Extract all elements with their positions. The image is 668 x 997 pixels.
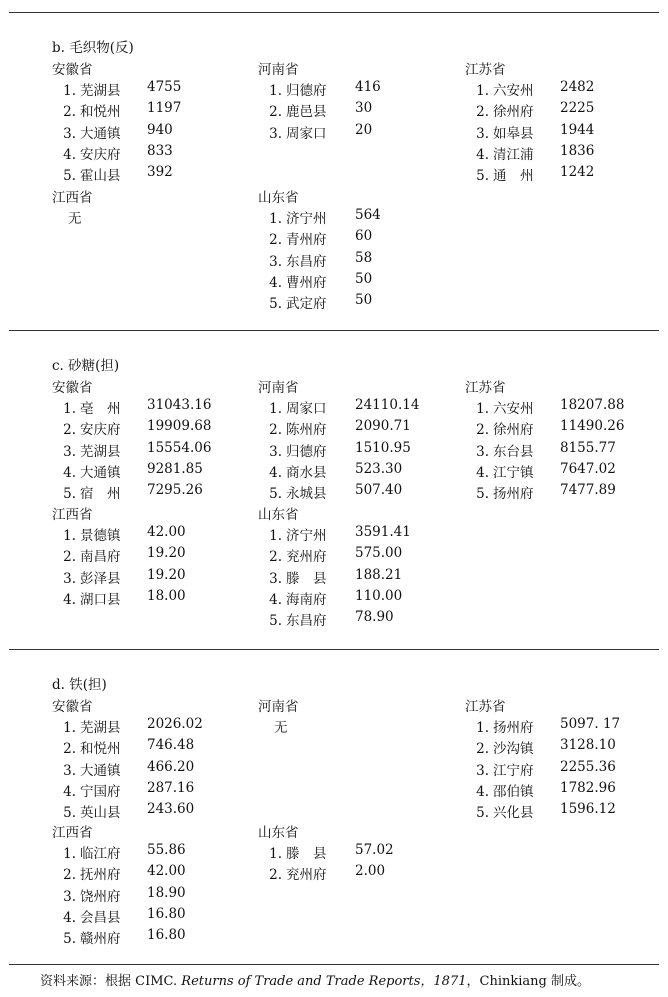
list-item	[258, 439, 411, 460]
item-index: 3.	[269, 125, 282, 142]
item-value: 19.20	[147, 545, 186, 562]
section-title-c: c. 砂糖(担)	[52, 358, 120, 374]
list-item	[465, 716, 621, 737]
item-index: 1.	[269, 528, 282, 545]
item-place: 霍山县	[80, 168, 121, 184]
top-rule	[9, 12, 659, 13]
item-index: 2.	[269, 232, 282, 249]
item-value: 4755	[147, 79, 182, 96]
item-index: 4.	[63, 909, 76, 926]
item-value: 416	[355, 79, 381, 96]
list-item	[465, 779, 616, 800]
list-item	[258, 270, 373, 291]
item-value: 243.60	[147, 801, 195, 817]
list-item	[52, 524, 186, 545]
item-index: 1.	[476, 401, 489, 418]
item-place: 归德府	[286, 443, 327, 460]
item-place: 通 州	[493, 168, 534, 184]
item-index: 2.	[63, 104, 76, 121]
item-place: 宿 州	[80, 486, 121, 502]
item-index: 5.	[269, 486, 282, 502]
province-label-jiangxi: 江西省	[52, 825, 93, 841]
bottom-rule	[9, 964, 659, 965]
item-place: 饶州府	[80, 888, 121, 905]
item-value: 60	[355, 228, 373, 245]
item-place: 景德镇	[80, 528, 121, 545]
item-place: 武定府	[286, 296, 327, 312]
item-place: 鹿邑县	[286, 104, 327, 121]
list-item	[52, 566, 186, 587]
list-item	[465, 439, 616, 460]
item-value: 1944	[560, 121, 595, 138]
item-index: 3.	[269, 570, 282, 587]
item-index: 4.	[63, 146, 76, 163]
list-item	[258, 587, 403, 608]
item-place: 湖口县	[80, 591, 121, 608]
list-item	[52, 418, 212, 439]
list-item	[258, 249, 373, 270]
item-index: 5.	[269, 296, 282, 312]
item-place: 安庆府	[80, 422, 121, 439]
item-value: 7647.02	[560, 460, 616, 477]
item-index: 3.	[476, 443, 489, 460]
section-title-b: b. 毛织物(反)	[52, 40, 134, 56]
item-place: 大通镇	[80, 464, 121, 481]
item-value: 18.90	[147, 884, 186, 901]
list-item	[258, 207, 381, 228]
item-place: 兖州府	[286, 549, 327, 566]
list-item	[258, 842, 394, 863]
item-place: 兖州府	[286, 867, 327, 884]
item-index: 4.	[269, 464, 282, 481]
source-note	[40, 970, 590, 989]
item-index: 2.	[476, 741, 489, 758]
item-index: 2.	[269, 867, 282, 884]
list-item	[52, 439, 212, 460]
section-title-d: d. 铁(担)	[52, 677, 107, 693]
item-place: 海南府	[286, 591, 327, 608]
source-title: Returns of Trade and Trade Reports，1871	[181, 974, 467, 989]
province-label-henan: 河南省	[258, 699, 299, 715]
list-item	[258, 863, 386, 884]
item-value: 18207.88	[560, 397, 625, 414]
province-label-jiangsu: 江苏省	[465, 699, 506, 715]
item-index: 5.	[63, 168, 76, 184]
list-item	[465, 397, 625, 418]
item-value: 1836	[560, 142, 595, 159]
item-index: 2.	[63, 867, 76, 884]
item-index: 3.	[269, 253, 282, 270]
province-label-henan: 河南省	[258, 380, 299, 396]
item-value: 20	[355, 121, 373, 138]
list-item	[258, 418, 411, 439]
item-index: 3.	[269, 443, 282, 460]
item-index: 5.	[476, 486, 489, 502]
item-place: 六安州	[493, 83, 534, 100]
item-value: 31043.16	[147, 397, 212, 414]
item-value: 30	[355, 100, 373, 117]
list-item	[258, 566, 403, 587]
item-index: 1.	[63, 528, 76, 545]
item-place: 东昌府	[286, 253, 327, 270]
item-index: 3.	[476, 762, 489, 779]
item-index: 1.	[63, 846, 76, 863]
province-label-shandong: 山东省	[258, 825, 299, 841]
item-value: 507.40	[355, 482, 403, 498]
item-place: 邵伯镇	[493, 783, 534, 800]
item-index: 2.	[63, 422, 76, 439]
item-value: 3128.10	[560, 737, 616, 754]
item-value: 3591.41	[355, 524, 411, 541]
item-index: 5.	[63, 805, 76, 821]
item-value: 19.20	[147, 566, 186, 583]
province-label-anhui: 安徽省	[52, 699, 93, 715]
list-item	[258, 397, 420, 418]
source-suffix: ，Chinkiang 制成。	[466, 974, 590, 989]
item-value: 1782.96	[560, 779, 616, 796]
rule-b-c	[9, 330, 659, 331]
list-item	[465, 418, 625, 439]
item-index: 2.	[269, 104, 282, 121]
list-item	[465, 121, 595, 142]
item-index: 4.	[63, 464, 76, 481]
list-item	[52, 460, 203, 481]
item-value: 392	[147, 164, 173, 180]
item-value: 2255.36	[560, 758, 616, 775]
item-index: 5.	[476, 805, 489, 821]
item-value: 2090.71	[355, 418, 411, 435]
item-value: 24110.14	[355, 397, 420, 414]
item-value: 2026.02	[147, 716, 203, 733]
item-place: 赣州府	[80, 931, 121, 947]
item-place: 亳 州	[80, 401, 121, 418]
list-item	[52, 801, 195, 821]
province-label-jiangxi: 江西省	[52, 507, 93, 523]
list-item	[52, 482, 203, 502]
item-value: 1197	[147, 100, 182, 117]
list-item	[52, 863, 186, 884]
item-value: 523.30	[355, 460, 403, 477]
item-place: 和悦州	[80, 741, 121, 758]
item-place: 东昌府	[286, 613, 327, 629]
item-place: 济宁州	[286, 528, 327, 545]
item-place: 济宁州	[286, 211, 327, 228]
item-index: 4.	[63, 783, 76, 800]
item-place: 商水县	[286, 464, 327, 481]
item-value: 7477.89	[560, 482, 616, 498]
item-value: 16.80	[147, 905, 186, 922]
list-item	[52, 905, 186, 926]
province-label-jiangsu: 江苏省	[465, 62, 506, 78]
item-value: 5097. 17	[560, 716, 621, 733]
item-value: 19909.68	[147, 418, 212, 435]
item-index: 5.	[269, 613, 282, 629]
list-item	[258, 79, 381, 100]
list-item	[465, 737, 616, 758]
list-item	[258, 460, 403, 481]
list-item	[52, 79, 182, 100]
none-marker: 无	[274, 720, 288, 737]
list-item	[52, 397, 212, 418]
item-place: 六安州	[493, 401, 534, 418]
list-item	[258, 100, 373, 121]
item-place: 周家口	[286, 125, 327, 142]
item-value: 58	[355, 249, 373, 266]
list-item	[258, 524, 411, 545]
list-item	[258, 482, 403, 502]
item-place: 归德府	[286, 83, 327, 100]
item-index: 3.	[63, 888, 76, 905]
item-place: 大通镇	[80, 125, 121, 142]
item-index: 2.	[63, 741, 76, 758]
item-value: 2482	[560, 79, 595, 96]
list-item	[52, 121, 173, 142]
item-place: 芜湖县	[80, 83, 121, 100]
item-value: 2.00	[355, 863, 386, 880]
item-value: 746.48	[147, 737, 195, 754]
item-place: 青州府	[286, 232, 327, 249]
item-value: 16.80	[147, 927, 186, 943]
item-value: 9281.85	[147, 460, 203, 477]
item-index: 1.	[269, 846, 282, 863]
item-place: 沙沟镇	[493, 741, 534, 758]
item-value: 78.90	[355, 609, 394, 625]
item-value: 287.16	[147, 779, 195, 796]
list-item	[52, 779, 195, 800]
item-place: 和悦州	[80, 104, 121, 121]
item-value: 55.86	[147, 842, 186, 859]
item-place: 永城县	[286, 486, 327, 502]
item-value: 15554.06	[147, 439, 212, 456]
none-marker: 无	[68, 211, 82, 228]
item-place: 徐州府	[493, 104, 534, 121]
item-place: 陈州府	[286, 422, 327, 439]
item-value: 42.00	[147, 863, 186, 880]
item-place: 扬州府	[493, 486, 534, 502]
item-index: 5.	[63, 931, 76, 947]
list-item	[465, 801, 616, 821]
item-place: 芜湖县	[80, 443, 121, 460]
item-value: 2225	[560, 100, 595, 117]
list-item	[52, 758, 195, 779]
province-label-anhui: 安徽省	[52, 380, 93, 396]
item-place: 宁国府	[80, 783, 121, 800]
item-index: 5.	[476, 168, 489, 184]
province-label-jiangsu: 江苏省	[465, 380, 506, 396]
list-item	[258, 609, 394, 629]
item-index: 1.	[269, 211, 282, 228]
item-index: 2.	[63, 549, 76, 566]
item-index: 3.	[63, 762, 76, 779]
item-index: 1.	[63, 720, 76, 737]
item-place: 徐州府	[493, 422, 534, 439]
item-index: 1.	[476, 83, 489, 100]
province-label-henan: 河南省	[258, 62, 299, 78]
item-index: 4.	[269, 591, 282, 608]
list-item	[465, 164, 595, 184]
item-place: 东台县	[493, 443, 534, 460]
item-place: 江宁镇	[493, 464, 534, 481]
item-value: 18.00	[147, 587, 186, 604]
list-item	[465, 100, 595, 121]
item-place: 会昌县	[80, 909, 121, 926]
list-item	[52, 927, 186, 947]
list-item	[465, 482, 616, 502]
item-index: 4.	[63, 591, 76, 608]
item-place: 抚州府	[80, 867, 121, 884]
item-index: 1.	[269, 401, 282, 418]
item-index: 2.	[269, 549, 282, 566]
item-value: 50	[355, 292, 373, 308]
item-index: 1.	[269, 83, 282, 100]
item-index: 1.	[63, 401, 76, 418]
item-place: 滕 县	[286, 570, 327, 587]
item-place: 芜湖县	[80, 720, 121, 737]
item-index: 2.	[269, 422, 282, 439]
item-place: 清江浦	[493, 146, 534, 163]
item-index: 3.	[63, 125, 76, 142]
item-value: 57.02	[355, 842, 394, 859]
item-index: 3.	[476, 125, 489, 142]
province-label-shandong: 山东省	[258, 507, 299, 523]
list-item	[258, 121, 373, 142]
item-place: 英山县	[80, 805, 121, 821]
item-value: 575.00	[355, 545, 403, 562]
item-index: 2.	[476, 104, 489, 121]
item-value: 940	[147, 121, 173, 138]
item-place: 南昌府	[80, 549, 121, 566]
item-index: 4.	[476, 783, 489, 800]
list-item	[52, 142, 173, 163]
item-value: 110.00	[355, 587, 403, 604]
list-item	[52, 545, 186, 566]
item-place: 兴化县	[493, 805, 534, 821]
item-value: 1596.12	[560, 801, 616, 817]
item-place: 曹州府	[286, 274, 327, 291]
item-value: 188.21	[355, 566, 403, 583]
list-item	[465, 460, 616, 481]
item-value: 7295.26	[147, 482, 203, 498]
province-label-jiangxi: 江西省	[52, 190, 93, 206]
list-item	[465, 758, 616, 779]
item-value: 833	[147, 142, 173, 159]
item-index: 3.	[63, 443, 76, 460]
list-item	[258, 545, 403, 566]
item-place: 临江府	[80, 846, 121, 863]
item-place: 扬州府	[493, 720, 534, 737]
item-index: 1.	[476, 720, 489, 737]
list-item	[465, 79, 595, 100]
list-item	[258, 292, 373, 312]
item-place: 安庆府	[80, 146, 121, 163]
item-place: 滕 县	[286, 846, 327, 863]
item-index: 1.	[63, 83, 76, 100]
rule-c-d	[9, 649, 659, 650]
item-place: 周家口	[286, 401, 327, 418]
item-index: 4.	[269, 274, 282, 291]
list-item	[52, 100, 182, 121]
province-label-anhui: 安徽省	[52, 62, 93, 78]
list-item	[52, 587, 186, 608]
item-place: 江宁府	[493, 762, 534, 779]
item-index: 3.	[63, 570, 76, 587]
list-item	[258, 228, 373, 249]
item-value: 50	[355, 270, 373, 287]
item-value: 1510.95	[355, 439, 411, 456]
item-value: 564	[355, 207, 381, 224]
item-place: 大通镇	[80, 762, 121, 779]
item-index: 4.	[476, 146, 489, 163]
list-item	[52, 884, 186, 905]
item-value: 8155.77	[560, 439, 616, 456]
list-item	[52, 737, 195, 758]
province-label-shandong: 山东省	[258, 190, 299, 206]
item-index: 4.	[476, 464, 489, 481]
list-item	[465, 142, 595, 163]
list-item	[52, 164, 173, 184]
list-item	[52, 716, 203, 737]
item-value: 1242	[560, 164, 595, 180]
item-index: 2.	[476, 422, 489, 439]
item-value: 466.20	[147, 758, 195, 775]
list-item	[52, 842, 186, 863]
item-place: 彭泽县	[80, 570, 121, 587]
item-index: 5.	[63, 486, 76, 502]
item-place: 如皋县	[493, 125, 534, 142]
source-prefix: 资料来源：根据 CIMC.	[40, 974, 182, 989]
item-value: 42.00	[147, 524, 186, 541]
item-value: 11490.26	[560, 418, 625, 435]
